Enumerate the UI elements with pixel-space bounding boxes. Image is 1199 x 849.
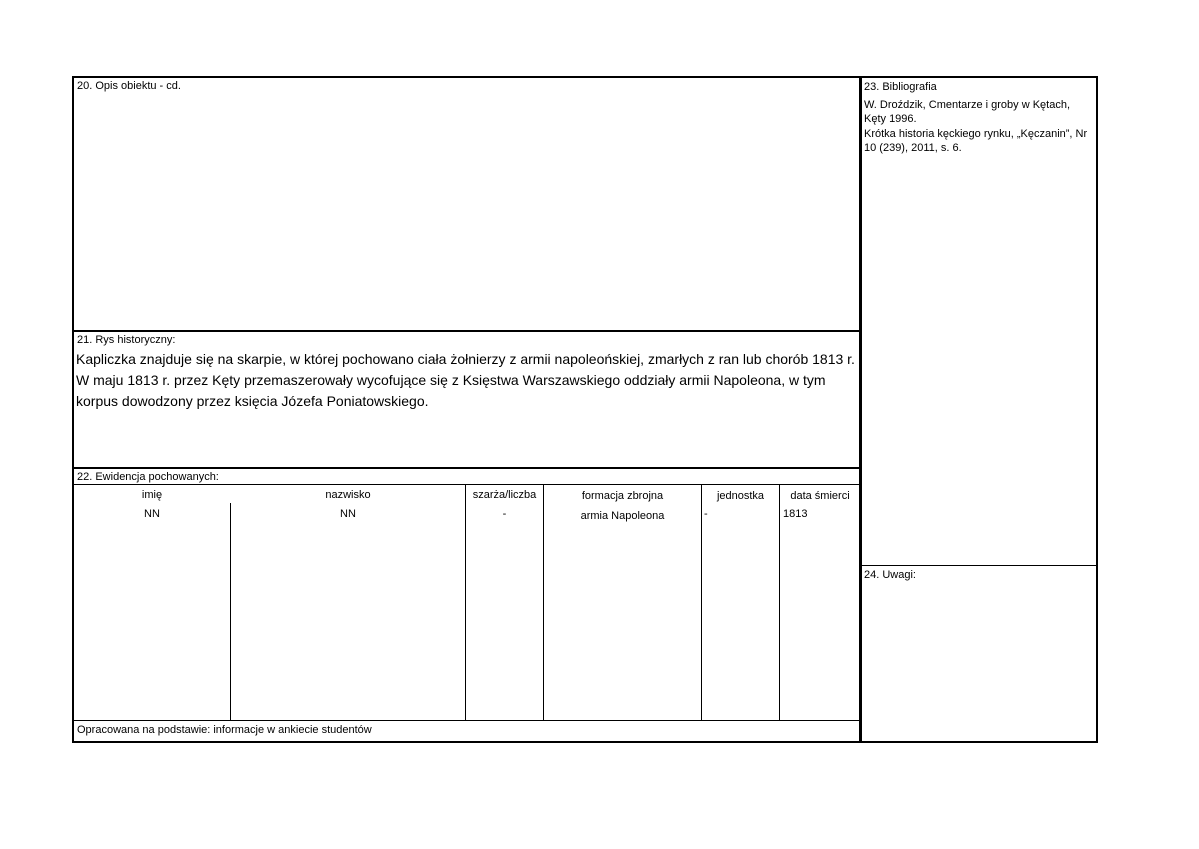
section-23-label: 23. Bibliografia (864, 81, 937, 93)
section-20-label: 20. Opis obiektu - cd. (77, 80, 181, 92)
history-text: Kapliczka znajduje się na skarpie, w której pochowano ciała żołnierzy z armii napoleońskiej, zmarłych z ran lub chorób 1813 r. W maju 1813 r. przez Kęty przemaszerowały wycofujące się z Księstwa Warszawskiego oddziały armii Napoleona, w tym korpus dowodzony przez księcia Józefa Poniatowskiego. (76, 351, 855, 409)
cell-formacja: armia Napoleona (580, 510, 665, 522)
col-header-formacja: formacja zbrojna (581, 490, 664, 502)
col-header-nazwisko: nazwisko (325, 489, 371, 501)
col-header-data-smierci: data śmierci (790, 490, 850, 502)
section-22-label: 22. Ewidencja pochowanych: (77, 471, 219, 483)
col-divider (230, 503, 231, 720)
source-footer: Opracowana na podstawie: informacje w ankiecie studentów (77, 724, 372, 736)
col-divider (779, 485, 780, 720)
cell-data-smierci: 1813 (783, 508, 808, 520)
col-header-imie: imię (141, 489, 163, 501)
separator-20-21 (74, 330, 860, 332)
cell-nazwisko: NN (340, 508, 356, 520)
col-header-szarza: szarża/liczba (472, 489, 537, 501)
separator-21-22 (74, 467, 860, 469)
separator-23-24 (861, 565, 1096, 566)
cell-jednostka: - (704, 508, 708, 520)
right-frame (859, 76, 1098, 743)
bibliography-entry: W. Droździk, Cmentarze i groby w Kętach, Kęty 1996. (864, 99, 1071, 125)
col-header-jednostka: jednostka (716, 490, 765, 502)
bibliography-entry: Krótka historia kęckiego rynku, „Kęczanin”, Nr 10 (239), 2011, s. 6. (864, 128, 1088, 154)
cell-imie: NN (144, 508, 160, 520)
col-divider (701, 485, 702, 720)
cell-szarza: - (502, 508, 507, 520)
separator-22-inner (74, 484, 860, 485)
separator-footer (74, 720, 860, 721)
section-24-label: 24. Uwagi: (864, 569, 916, 581)
section-21-label: 21. Rys historyczny: (77, 334, 176, 346)
